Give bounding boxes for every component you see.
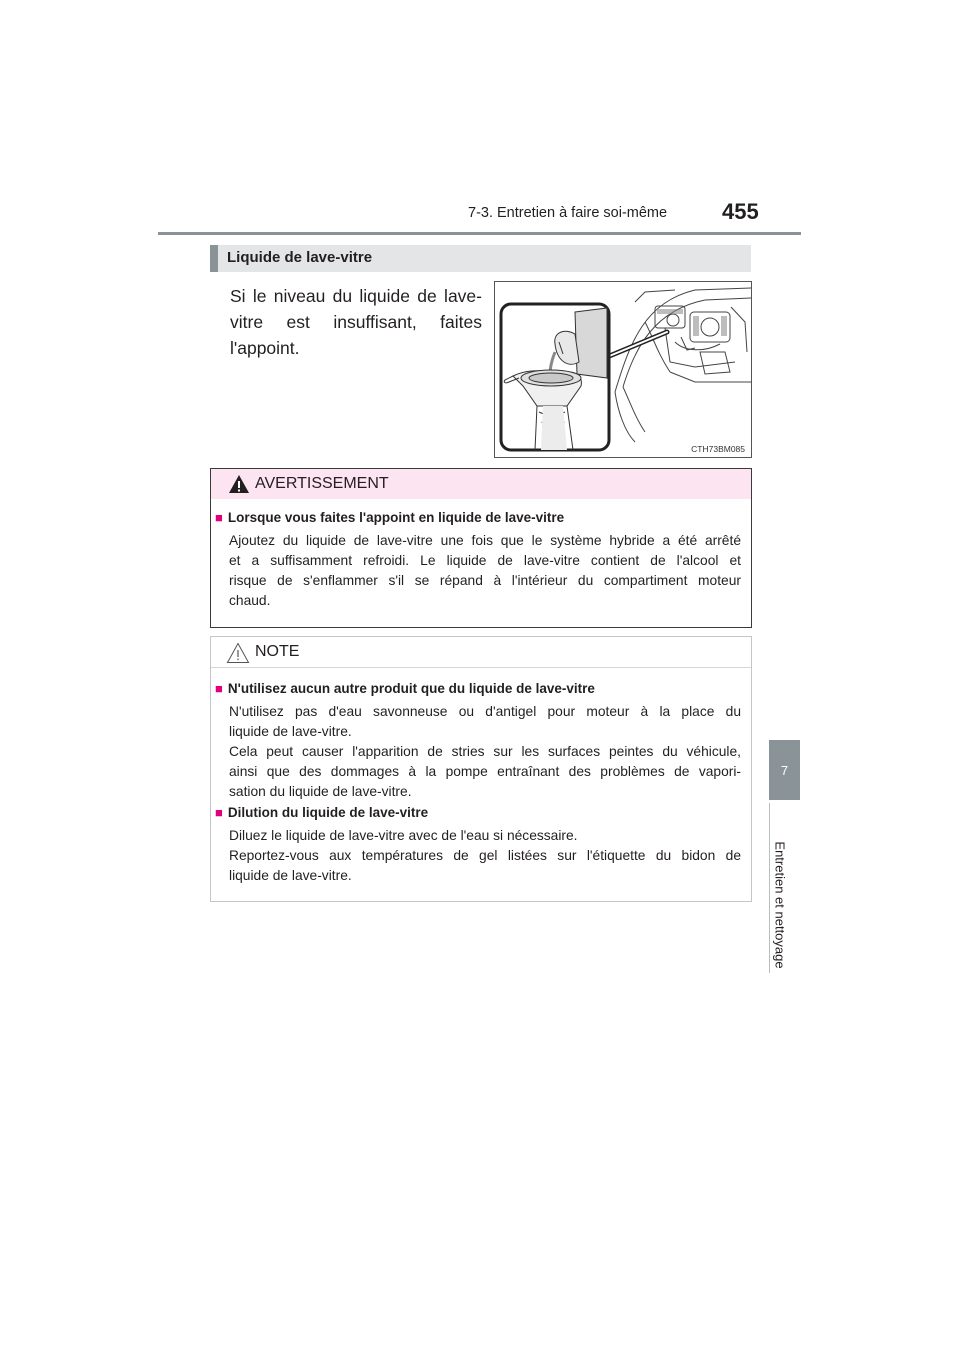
chapter-tab	[769, 740, 800, 800]
chapter-number: 7	[780, 762, 789, 778]
note-body-line: Diluez le liquide de lave-vitre avec de l'eau si nécessaire.	[229, 828, 578, 843]
note-body-line: N'utilisez pas d'eau savonneuse ou d'antigel pour moteur à la place du	[229, 704, 741, 719]
intro-line: vitre est insuffisant, faites	[230, 312, 482, 332]
header-section-title: 7-3. Entretien à faire soi-même	[468, 205, 668, 221]
intro-line: Si le niveau du liquide de lave-	[230, 286, 482, 306]
section-heading-bar	[210, 245, 218, 272]
note-item-heading	[215, 681, 595, 696]
warning-box	[210, 468, 752, 628]
note-item-body	[229, 702, 741, 802]
note-box	[210, 636, 752, 902]
page-number: 455	[722, 199, 759, 224]
washer-fluid-figure	[494, 281, 752, 458]
note-body-line: liquide de lave-vitre.	[229, 868, 352, 883]
note-item-heading-text: Dilution du liquide de lave-vitre	[227, 805, 429, 820]
intro-line: l'appoint.	[230, 338, 300, 358]
note-body-line: Cela peut causer l'apparition de stries sur les surfaces peintes du véhicule,	[229, 744, 741, 759]
chapter-title-vertical	[760, 830, 800, 980]
bullet-square-icon: ■	[215, 805, 223, 820]
warning-heading-text: Lorsque vous faites l'appoint en liquide de lave-vitre	[227, 510, 565, 525]
header-rule	[158, 232, 801, 235]
note-item-heading	[215, 805, 428, 820]
warning-body	[229, 531, 741, 611]
funnel-refill-illustration	[495, 282, 751, 457]
note-title: NOTE	[255, 643, 300, 660]
note-body-line: Reportez-vous aux températures de gel listées sur l'étiquette du bidon de	[229, 848, 741, 863]
note-body-line: liquide de lave-vitre.	[229, 724, 352, 739]
warning-header	[211, 469, 751, 499]
warning-body-line: Ajoutez du liquide de lave-vitre une fois que le système hybride a été arrêté	[229, 533, 741, 548]
figure-code: CTH73BM085	[691, 444, 745, 454]
caution-triangle-icon	[226, 642, 250, 664]
chapter-title: Entretien et nettoyage	[772, 841, 788, 969]
warning-body-line: risque de s'enflammer s'il se répand à l'intérieur du compartiment moteur	[229, 573, 741, 588]
warning-triangle-icon	[228, 474, 250, 494]
note-body-line: sation du liquide de lave-vitre.	[229, 784, 412, 799]
bullet-square-icon: ■	[215, 681, 223, 696]
note-item-heading-text: N'utilisez aucun autre produit que du liquide de lave-vitre	[227, 681, 595, 696]
bullet-square-icon: ■	[215, 510, 223, 525]
warning-heading	[215, 510, 564, 525]
note-header	[211, 637, 751, 668]
warning-body-line: et a suffisamment refroidi. Le liquide de lave-vitre contient de l'alcool et	[229, 553, 741, 568]
section-title: Liquide de lave-vitre	[227, 249, 373, 266]
note-item-body	[229, 826, 741, 886]
warning-body-line: chaud.	[229, 593, 271, 608]
warning-title: AVERTISSEMENT	[255, 475, 389, 492]
intro-paragraph	[230, 283, 482, 361]
note-body-line: ainsi que des dommages à la pompe entraînant des problèmes de vapori-	[229, 764, 741, 779]
